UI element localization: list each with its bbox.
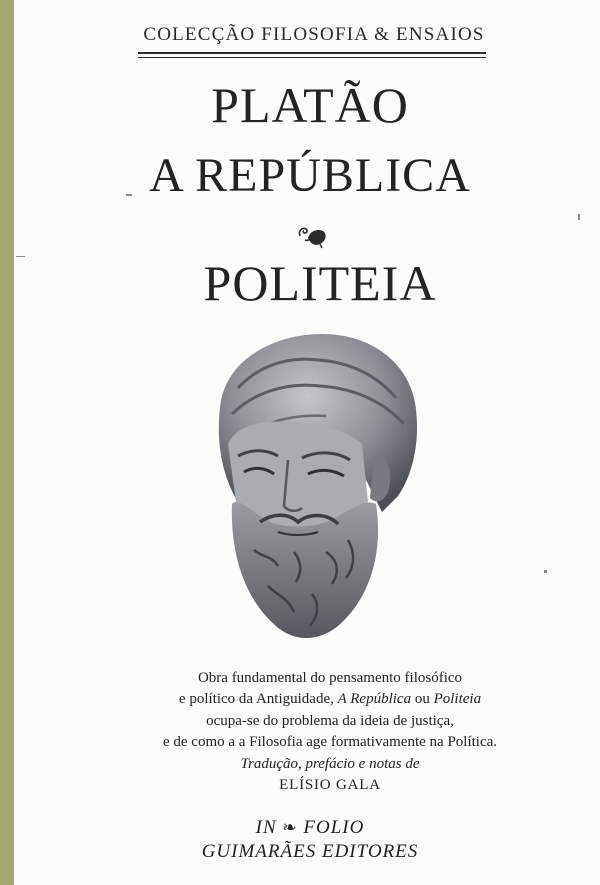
book-title: A REPÚBLICA — [149, 149, 471, 202]
spine-strip — [0, 0, 14, 885]
print-speck — [544, 570, 547, 573]
imprint-line — [160, 816, 460, 840]
publisher-name: GUIMARÃES EDITORES — [201, 841, 419, 862]
series-name: COLECÇÃO FILOSOFIA & ENSAIOS — [143, 24, 485, 45]
series-rule-thick — [138, 52, 486, 54]
description-line: ocupa-se do problema da ideia de justiça, — [206, 712, 454, 729]
series-rule-thin — [138, 57, 486, 58]
translator-name: ELÍSIO GALA — [279, 777, 381, 794]
description-line: Obra fundamental do pensamento filosófico — [197, 670, 463, 686]
title-italic: A República — [337, 691, 412, 708]
fleuron-icon — [296, 222, 330, 250]
description-line: e de como a a Filosofia age formativamente na Política. — [162, 734, 498, 751]
book-subtitle: POLITEIA — [203, 255, 437, 311]
author-name: PLATÃO — [211, 77, 409, 133]
description — [120, 668, 540, 796]
publisher-imprint — [160, 816, 460, 864]
description-text: e político da Antiguidade, — [178, 691, 338, 708]
subtitle-italic: Politeia — [433, 691, 482, 708]
imprint-in: IN — [255, 817, 277, 838]
description-line — [120, 689, 540, 710]
plato-bust — [198, 326, 428, 644]
description-text: ou — [411, 691, 434, 708]
leaf-icon: ❧ — [282, 818, 298, 837]
print-speck — [16, 256, 25, 257]
print-speck — [578, 214, 580, 220]
translation-credit: Tradução, prefácio e notas de — [240, 755, 420, 772]
imprint-folio: FOLIO — [303, 817, 365, 838]
print-speck — [126, 194, 132, 196]
